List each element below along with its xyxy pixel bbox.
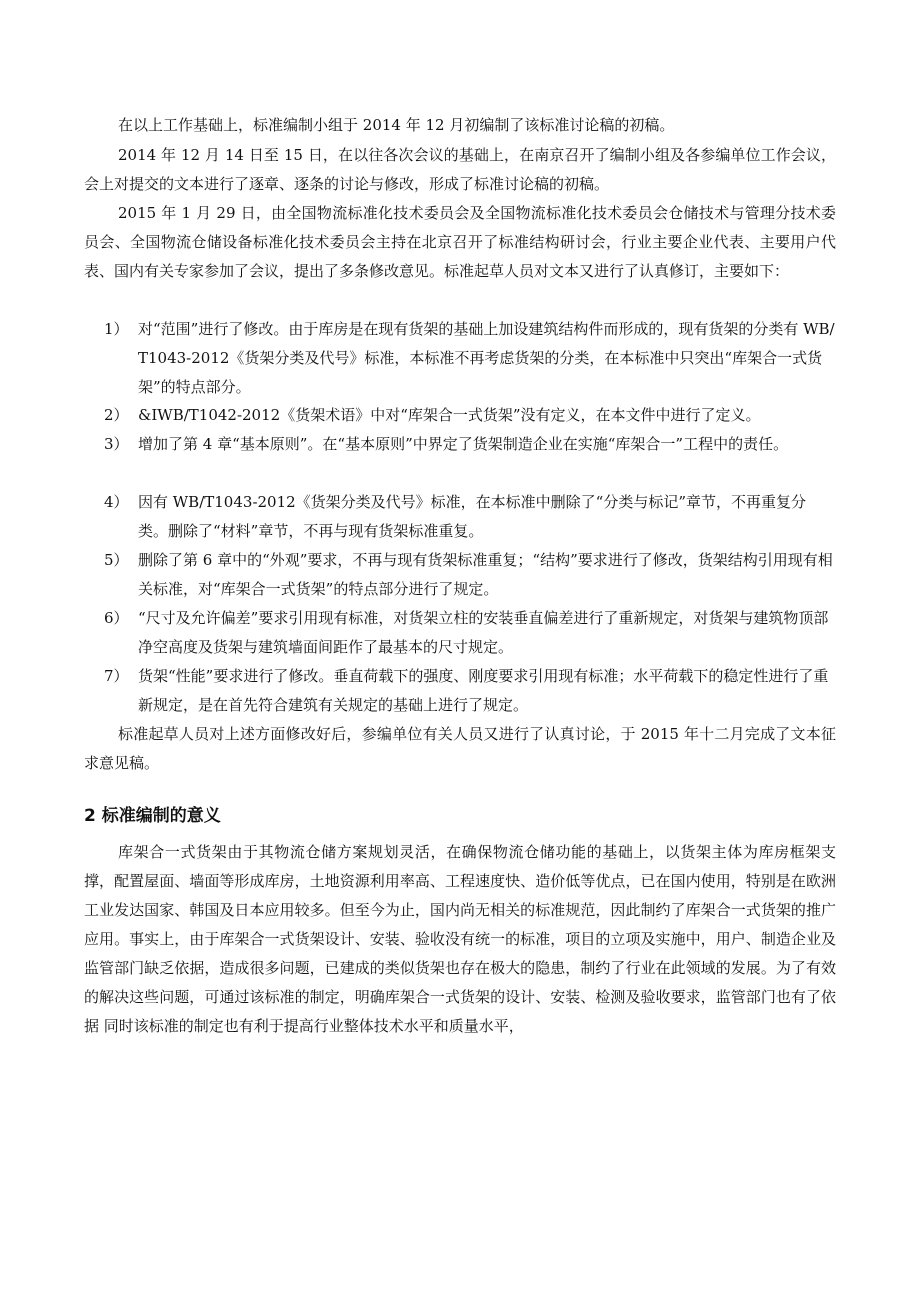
paragraph-beijing-meeting: 2015 年 1 月 29 日，由全国物流标准化技术委员会及全国物流标准化技术委员会仓储技术与管理分技术委员会、全国物流仓储设备标准化技术委员会主持在北京召开了标准结构研讨会，行业主要企业代表、主要用户代表、国内有关专家参加了会议，提出了多条修改意见。标准起草人员对文本又进行了认真修订，主要如下： <box>84 204 836 280</box>
list-item-text: &IWB/T1042-2012《货架术语》中对“库架合一式货架”没有定义，在本文件中进行了定义。 <box>138 406 761 424</box>
list-item-text: 增加了第 4 章“基本原则”。在“基本原则”中界定了货架制造企业在实施“库架合一”工程中的责任。 <box>138 435 789 453</box>
list-item <box>104 488 836 546</box>
list-item-number: 4） <box>104 493 129 511</box>
list-item <box>104 430 836 459</box>
paragraph-initial-draft: 在以上工作基础上，标准编制小组于 2014 年 12 月初编制了该标准讨论稿的初稿。 <box>118 116 675 134</box>
list-item-number: 5） <box>104 551 129 569</box>
list-item-text: 货架“性能”要求进行了修改。垂直荷载下的强度、刚度要求引用现有标准；水平荷载下的稳定性进行了重新规定，是在首先符合建筑有关规定的基础上进行了规定。 <box>138 667 829 714</box>
list-item-text: 删除了第 6 章中的“外观”要求，不再与现有货架标准重复；“结构”要求进行了修改，货架结构引用现有相关标准，对“库架合一式货架”的特点部分进行了规定。 <box>138 551 833 598</box>
list-item-text: “尺寸及允许偏差”要求引用现有标准，对货架立柱的安装垂直偏差进行了重新规定，对货架与建筑物顶部净空高度及货架与建筑墙面间距作了最基本的尺寸规定。 <box>138 609 829 656</box>
paragraph-nanjing-meeting: 2014 年 12 月 14 日至 15 日，在以往各次会议的基础上，在南京召开了编制小组及各参编单位工作会议，会上对提交的文本进行了逐章、逐条的讨论与修改，形成了标准讨论稿的初稿。 <box>84 146 836 193</box>
list-item <box>104 662 836 720</box>
list-item-number: 6） <box>104 609 129 627</box>
list-item-number: 1） <box>104 320 129 338</box>
paragraph-significance: 库架合一式货架由于其物流仓储方案规划灵活，在确保物流仓储功能的基础上，以货架主体为库房框架支撑，配置屋面、墙面等形成库房，土地资源利用率高、工程速度快、造价低等优点，已在国内使用，特别是在欧洲工业发达国家、韩国及日本应用较多。但至今为止，国内尚无相关的标准规范，因此制约了库架合一式货架的推广应用。事实上，由于库架合一式货架设计、安装、验收没有统一的标准，项目的立项及实施中，用户、制造企业及监管部门缺乏依据，造成很多问题，已建成的类似货架也存在极大的隐患，制约了行业在此领域的发展。为了有效的解决这些问题，可通过该标准的制定，明确库架合一式货架的设计、安装、检测及验收要求，监管部门也有了依据 同时该标准的制定也有利于提高行业整体技术水平和质量水平， <box>84 843 836 1035</box>
list-item-text: 对“范围”进行了修改。由于库房是在现有货架的基础上加设建筑结构件而形成的，现有货架的分类有 WB/T1043-2012《货架分类及代号》标准，本标准不再考虑货架的分类，在本标准中只突出“库架合一式货架”的特点部分。 <box>138 320 835 396</box>
list-item-number: 2） <box>104 406 129 424</box>
list-item-number: 7） <box>104 667 129 685</box>
list-item <box>104 401 836 430</box>
list-item-text: 因有 WB/T1043-2012《货架分类及代号》标准，在本标准中删除了“分类与标记”章节，不再重复分类。删除了“材料”章节，不再与现有货架标准重复。 <box>138 493 807 540</box>
list-item <box>104 315 836 402</box>
paragraph-closing: 标准起草人员对上述方面修改好后，参编单位有关人员又进行了认真讨论，于 2015 年十二月完成了文本征求意见稿。 <box>84 725 836 772</box>
list-item-number: 3） <box>104 435 129 453</box>
section-heading: 2 标准编制的意义 <box>84 806 221 826</box>
list-item <box>104 546 836 604</box>
list-item <box>104 604 836 662</box>
